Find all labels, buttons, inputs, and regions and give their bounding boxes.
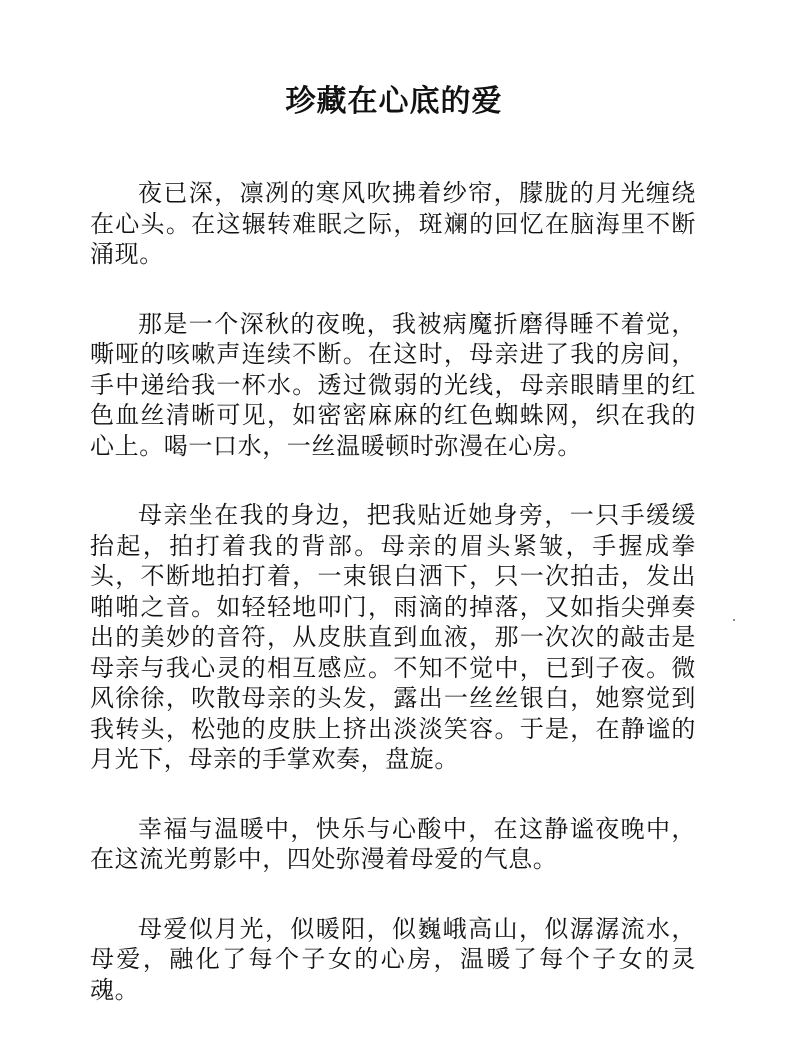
article-title: 珍藏在心底的爱 [285, 84, 503, 119]
article-body [90, 178, 696, 1044]
stray-dot [733, 619, 735, 621]
paragraph-2: 那是一个深秋的夜晚，我被病魔折磨得睡不着觉，嘶哑的咳嗽声连续不断。在这时，母亲进了我的房间，手中递给我一杯水。透过微弱的光线，母亲眼睛里的红色血丝清晰可见，如密密麻麻的红色蜘蛛网，织在我的心上。喝一口水，一丝温暖顿时弥漫在心房。 [90, 309, 696, 460]
paragraph-1: 夜已深，凛冽的寒风吹拂着纱帘，朦胧的月光缠绕在心头。在这辗转难眠之际，斑斓的回忆在脑海里不断涌现。 [90, 179, 696, 268]
paragraph-4: 幸福与温暖中，快乐与心酸中，在这静谧夜晚中，在这流光剪影中，四处弥漫着母爱的气息。 [90, 814, 696, 873]
paragraph-5: 母爱似月光，似暖阳，似巍峨高山，似潺潺流水，母爱，融化了每个子女的心房，温暖了每个子女的灵魂。 [90, 914, 696, 1004]
paragraph-3: 母亲坐在我的身边，把我贴近她身旁，一只手缓缓抬起，拍打着我的背部。母亲的眉头紧皱，手握成拳头，不断地拍打着，一束银白洒下，只一次拍击，发出啪啪之音。如轻轻地叩门，雨滴的掉落，又如指尖弹奏出的美妙的音符，从皮肤直到血液，那一次次的敲击是母亲与我心灵的相互感应。不知不觉中，已到子夜。微风徐徐，吹散母亲的头发，露出一丝丝银白，她察觉到我转头，松弛的皮肤上挤出淡淡笑容。于是，在静谧的月光下，母亲的手掌欢奏，盘旋。 [90, 501, 696, 773]
